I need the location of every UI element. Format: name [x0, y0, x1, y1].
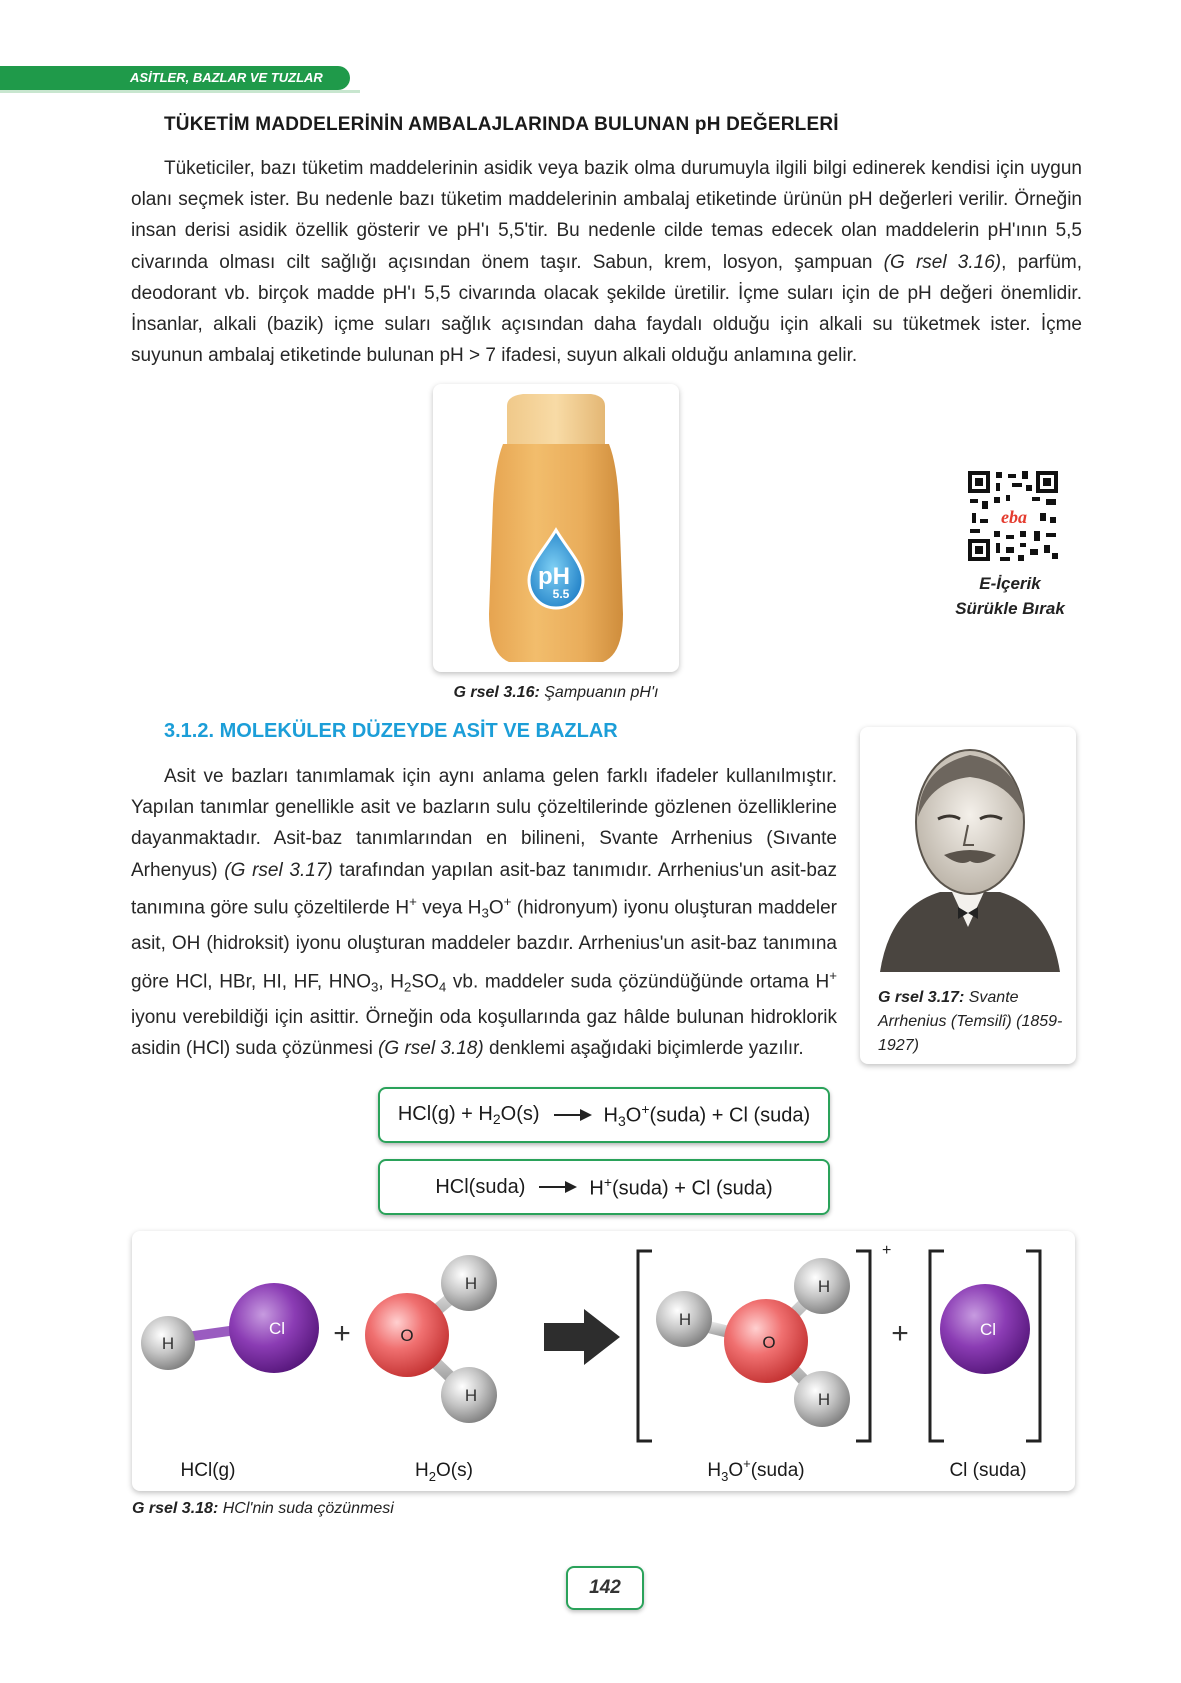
para-text: denklemi aşağıdaki biçimlerde yazılır.: [483, 1038, 804, 1060]
para-text: , parfüm, deodorant vb. birçok madde pH'ı 5,5 civarında olacak şekilde üretilir. İçme suları için de pH değeri önemlidir. İnsanlar, alkali (bazik) içme suları sağlık açısından daha faydalı olduğu için alkali su tüketmek ister. İçme suyunun ambalaj etiketinde bulunan pH > 7 ifadesi, suyun alkali olduğu anlamına gelir.: [131, 251, 1082, 367]
eq-text: H: [603, 1104, 618, 1127]
label-part: (suda): [750, 1460, 805, 1481]
paragraph-arrhenius: [131, 761, 837, 1064]
hcl-label: HCl(g): [180, 1460, 236, 1481]
atom-label: H: [464, 1274, 478, 1293]
atom-label: H: [817, 1277, 831, 1296]
para-text: veya H: [416, 897, 482, 919]
subscript: 3: [721, 1469, 729, 1484]
qr-code-icon: [966, 469, 1060, 563]
shampoo-figure: [433, 384, 679, 672]
eq-text: O: [625, 1104, 642, 1127]
molecule-diagram: [132, 1231, 1075, 1491]
chapter-tab: [0, 66, 350, 90]
h3o-label: [707, 1456, 804, 1484]
equation-reactants: HCl(suda): [435, 1175, 526, 1198]
reaction-arrow-icon: [554, 1114, 590, 1116]
figure-reference: (G rsel 3.18): [378, 1038, 484, 1060]
qr-code[interactable]: [966, 469, 1060, 563]
equation-reactants: [398, 1103, 540, 1127]
superscript: +: [829, 967, 838, 983]
h2o-label: [415, 1460, 473, 1484]
para-text: Tüketiciler, bazı tüketim maddelerinin asidik veya bazik olma durumuyla ilgili bilgi edinerek kendisi için uygun olanı seçmek ister. Bu nedenle bazı tüketim maddelerinin ambalaj etiketinde ürünün pH değerleri verilir. Örneğin insan derisi asidik özellik gösterir ve pH'ı 5,5'tir. Bu nedenle cilde temas edecek olan maddelerin pH'ının 5,5 civarında olması cilt sağlığı açısından önem taşır. Sabun, krem, losyon, şampuan: [131, 158, 1082, 273]
subscript: 4: [438, 978, 447, 994]
figure-reference: (G rsel 3.17): [224, 859, 333, 881]
plus-sign: +: [333, 1317, 351, 1350]
para-text: tarafından yapılan asit-baz tanımıdır. Arrhenius'un asit-baz tanımına göre sulu çözeltilerde H: [131, 859, 837, 919]
para-text: (hidronyum) iyonu oluşturan maddeler asit, OH (hidroksit) iyonu oluşturan maddeler bazdır. Arrhenius'un asit-baz tanımına göre HCl, HBr, HI, HF, HNO: [131, 897, 837, 992]
eq-text: O(s): [500, 1102, 540, 1125]
cl-label: Cl (suda): [949, 1460, 1027, 1481]
subscript: 2: [492, 1111, 501, 1128]
superscript: +: [743, 1456, 751, 1471]
label-part: O(s): [436, 1460, 473, 1481]
hcl-dissolution-illustration: [132, 1231, 1075, 1491]
para-text: vb. maddeler suda çözündüğünde ortama H: [446, 970, 830, 992]
caption-text: HCl'nin suda çözünmesi: [218, 1500, 394, 1517]
e-content-line1: E-İçerik: [979, 574, 1041, 593]
para-text: , H: [378, 970, 405, 992]
caption-text: Svante Arrhenius (Temsilî) (1859-1927): [878, 989, 1063, 1054]
atom-label: H: [464, 1386, 478, 1405]
label-part: O: [728, 1460, 744, 1481]
superscript: +: [603, 1173, 613, 1190]
e-content-label: [940, 571, 1080, 621]
subscript: 3: [617, 1112, 626, 1129]
section-title: TÜKETİM MADDELERİNİN AMBALAJLARINDA BULUNAN pH DEĞERLERİ: [164, 114, 839, 135]
atom-label: O: [762, 1333, 776, 1352]
atom-label: Cl: [979, 1320, 997, 1339]
figure-318-caption: [132, 1500, 394, 1518]
paragraph-ph-values: [131, 153, 1082, 371]
para-text: SO: [411, 970, 439, 992]
charge-sign: +: [882, 1242, 892, 1259]
caption-label: G rsel 3.18:: [132, 1500, 219, 1517]
label-part: H: [707, 1460, 722, 1481]
reaction-arrow-icon: [539, 1186, 575, 1188]
figure-317-caption: [878, 986, 1068, 1058]
equation-products: [589, 1174, 772, 1201]
figure-reference: (G rsel 3.16): [883, 251, 1002, 273]
para-text: O: [488, 897, 504, 919]
atom-label: H: [161, 1334, 175, 1353]
eq-text: H: [589, 1177, 604, 1200]
subscript: 3: [481, 905, 489, 921]
superscript: +: [641, 1101, 650, 1118]
subscript: 2: [404, 978, 412, 994]
atom-label: Cl: [268, 1319, 286, 1338]
caption-label: G rsel 3.16:: [453, 684, 540, 701]
para-text: Asit ve bazları tanımlamak için aynı anlama gelen farklı ifadeler kullanılmıştır. Yapılan tanımlar genellikle asit ve bazların sulu çözeltilerinde gözlenen özelliklerine dayanmaktadır. Asit-baz tanımlarından en bilineni, Svante Arrhenius (Sıvante Arhenyus): [131, 766, 837, 881]
equation-products: [604, 1101, 811, 1129]
eq-text: (suda) + Cl (suda): [612, 1177, 773, 1200]
para-text: iyonu verebildiği için asittir. Örneğin oda koşullarında gaz hâlde bulunan hidroklorik asidin (HCl) suda çözünmesi: [131, 1007, 837, 1060]
atom-label: H: [817, 1390, 831, 1409]
equation-box-1: [378, 1087, 830, 1143]
atom-label: O: [400, 1326, 414, 1345]
chapter-tab-underline: [0, 90, 360, 93]
caption-text: Şampuanın pH'ı: [539, 684, 659, 701]
superscript: +: [503, 893, 512, 909]
page-number: 142: [566, 1566, 644, 1610]
shampoo-bottle-illustration: [433, 384, 679, 672]
plus-sign: +: [891, 1317, 909, 1350]
subscript: 3: [370, 978, 379, 994]
label-part: H: [415, 1460, 429, 1481]
e-content-line2: Sürükle Bırak: [955, 599, 1065, 618]
caption-label: G rsel 3.17:: [878, 989, 965, 1006]
eba-logo: eba: [1001, 507, 1027, 527]
equation-box-2: [378, 1159, 830, 1215]
eq-text: (suda) + Cl (suda): [649, 1104, 811, 1127]
ph-value: 5.5: [552, 587, 570, 601]
arrhenius-portrait: [860, 727, 1076, 972]
subscript: 2: [428, 1469, 437, 1484]
eq-text: HCl(g) + H: [397, 1102, 493, 1125]
figure-316-caption: [433, 684, 679, 702]
superscript: +: [409, 893, 417, 909]
chapter-title: ASİTLER, BAZLAR VE TUZLAR: [130, 70, 323, 85]
atom-label: H: [678, 1310, 692, 1329]
section-heading: 3.1.2. MOLEKÜLER DÜZEYDE ASİT VE BAZLAR: [164, 720, 618, 742]
process-arrow-icon: [544, 1309, 620, 1365]
ph-label: pH: [538, 563, 570, 590]
